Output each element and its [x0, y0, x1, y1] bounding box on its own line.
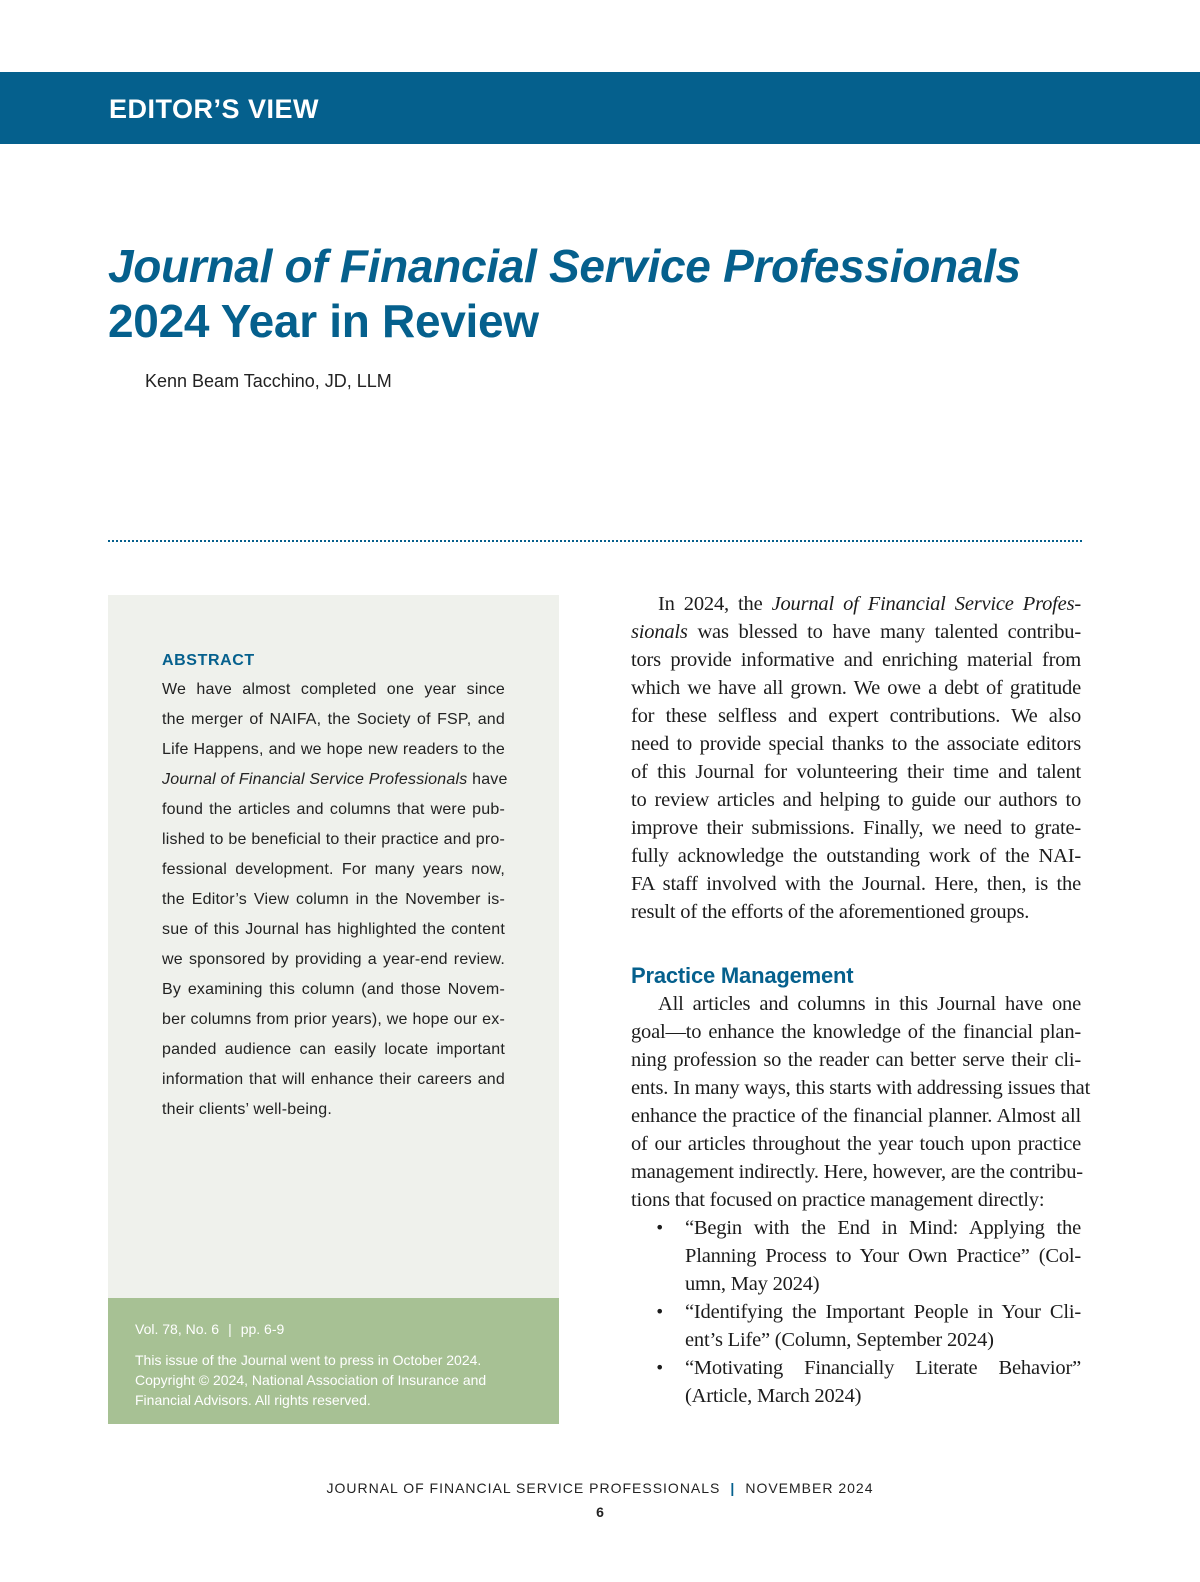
- list-item-line: ent’s Life” (Column, September 2024): [685, 1329, 994, 1351]
- abstract-line-tail: have: [472, 771, 508, 788]
- abstract-line: their clients’ well-being.: [162, 1101, 333, 1118]
- abstract-line: ber columns from prior years), we hope our ex-: [162, 1011, 505, 1028]
- bullet-icon: •: [655, 1302, 665, 1321]
- abstract-line: panded audience can easily locate important: [162, 1041, 505, 1058]
- volume-number: Vol. 78, No. 6: [135, 1321, 220, 1337]
- body-line: goal—to enhance the knowledge of the financial plan-: [631, 1021, 1081, 1043]
- abstract-text: [162, 675, 508, 1125]
- list-item: [631, 1214, 1081, 1298]
- abstract-line: sue of this Journal has highlighted the content: [162, 921, 505, 938]
- list-item-line: umn, May 2024): [685, 1273, 820, 1295]
- body-line: ning profession so the reader can better serve their cli-: [631, 1049, 1081, 1071]
- body-line: need to provide special thanks to the associate editors: [631, 733, 1081, 755]
- abstract-line: we sponsored by providing a year-end review.: [162, 951, 505, 968]
- abstract-line: We have almost completed one year since: [162, 681, 505, 698]
- body-line: of this Journal for volunteering their time and talent: [631, 761, 1081, 783]
- volume-separator: |: [228, 1321, 232, 1337]
- copyright-line: Copyright © 2024, National Association of Insurance and: [135, 1372, 487, 1388]
- list-item-line: (Article, March 2024): [685, 1385, 862, 1407]
- body-line: to review articles and helping to guide our authors to: [631, 789, 1081, 811]
- body-line: All articles and columns in this Journal have one: [658, 993, 1081, 1015]
- article-title: [108, 239, 1108, 349]
- volume-line: [135, 1320, 284, 1338]
- article-body: [631, 590, 1091, 1410]
- bullet-icon: •: [655, 1218, 665, 1237]
- abstract-line: the Editor’s View column in the November is-: [162, 891, 505, 908]
- body-line: [631, 590, 1081, 618]
- abstract-line: lished to be beneficial to their practice and pro-: [162, 831, 505, 848]
- journal-title-italic: Journal of Financial Service Profes-: [771, 593, 1081, 615]
- section-heading: Practice Management: [631, 963, 854, 988]
- page-number: 6: [596, 1504, 604, 1520]
- list-item-line: “Begin with the End in Mind: Applying the: [685, 1217, 1081, 1239]
- practice-list: [631, 1214, 1081, 1410]
- copyright-notice: [135, 1350, 535, 1410]
- abstract-line: Life Happens, and we hope new readers to the: [162, 741, 505, 758]
- section-banner: [0, 72, 1200, 144]
- body-text: was blessed to have many talented contribu-: [687, 621, 1081, 643]
- body-line: FA staff involved with the Journal. Here, then, is the: [631, 873, 1081, 895]
- bullet-icon: •: [655, 1358, 665, 1377]
- title-subtitle: 2024 Year in Review: [108, 295, 539, 347]
- abstract-line: information that will enhance their careers and: [162, 1071, 505, 1088]
- body-line: [631, 618, 1081, 646]
- list-item-line: Planning Process to Your Own Practice” (Col-: [685, 1245, 1081, 1267]
- dotted-divider: [108, 540, 1082, 542]
- footer-date: NOVEMBER 2024: [745, 1480, 874, 1496]
- body-line: result of the efforts of the aforementioned groups.: [631, 901, 1030, 923]
- abstract-line: By examining this column (and those Novem-: [162, 981, 505, 998]
- abstract-line: [162, 765, 508, 795]
- abstract-panel: [108, 595, 559, 1298]
- issue-info-panel: [108, 1298, 559, 1424]
- body-line: fully acknowledge the outstanding work of the NAI-: [631, 845, 1081, 867]
- title-journal-name: Journal of Financial Service Professionals: [108, 240, 1021, 292]
- copyright-line: Financial Advisors. All rights reserved.: [135, 1392, 371, 1408]
- journal-title-italic: sionals: [631, 621, 688, 643]
- intro-paragraph: [631, 590, 1081, 926]
- footer-journal-name: JOURNAL OF FINANCIAL SERVICE PROFESSIONALS: [326, 1480, 721, 1496]
- page-range: pp. 6-9: [240, 1321, 285, 1337]
- body-line: enhance the practice of the financial planner. Almost all: [631, 1105, 1081, 1127]
- author-byline: Kenn Beam Tacchino, JD, LLM: [145, 371, 392, 391]
- list-item-line: “Identifying the Important People in Your Cli-: [685, 1301, 1081, 1323]
- footer-separator: |: [730, 1480, 736, 1496]
- body-line: tions that focused on practice management directly:: [631, 1189, 1045, 1211]
- body-text: In 2024, the: [658, 593, 772, 615]
- list-item: [631, 1298, 1081, 1354]
- body-line: for these selfless and expert contributions. We also: [631, 705, 1081, 727]
- body-line: ents. In many ways, this starts with addressing issues that: [631, 1077, 1091, 1099]
- copyright-line: This issue of the Journal went to press in October 2024.: [135, 1352, 482, 1368]
- abstract-heading: ABSTRACT: [162, 652, 255, 669]
- list-item: [631, 1354, 1081, 1410]
- body-line: improve their submissions. Finally, we need to grate-: [631, 817, 1081, 839]
- abstract-line: found the articles and columns that were pub-: [162, 801, 505, 818]
- abstract-line: the merger of NAIFA, the Society of FSP, and: [162, 711, 505, 728]
- practice-paragraph: [631, 990, 1091, 1214]
- body-line: tors provide informative and enriching material from: [631, 649, 1081, 671]
- abstract-line: fessional development. For many years now,: [162, 861, 505, 878]
- page-footer: [0, 1479, 1200, 1497]
- list-item-line: “Motivating Financially Literate Behavior”: [685, 1357, 1081, 1379]
- body-line: management indirectly. Here, however, are the contribu-: [631, 1161, 1083, 1183]
- body-line: of our articles throughout the year touch upon practice: [631, 1133, 1081, 1155]
- abstract-journal-title: Journal of Financial Service Professionals: [162, 771, 468, 788]
- section-label: EDITOR’S VIEW: [109, 94, 320, 124]
- body-line: which we have all grown. We owe a debt of gratitude: [631, 677, 1081, 699]
